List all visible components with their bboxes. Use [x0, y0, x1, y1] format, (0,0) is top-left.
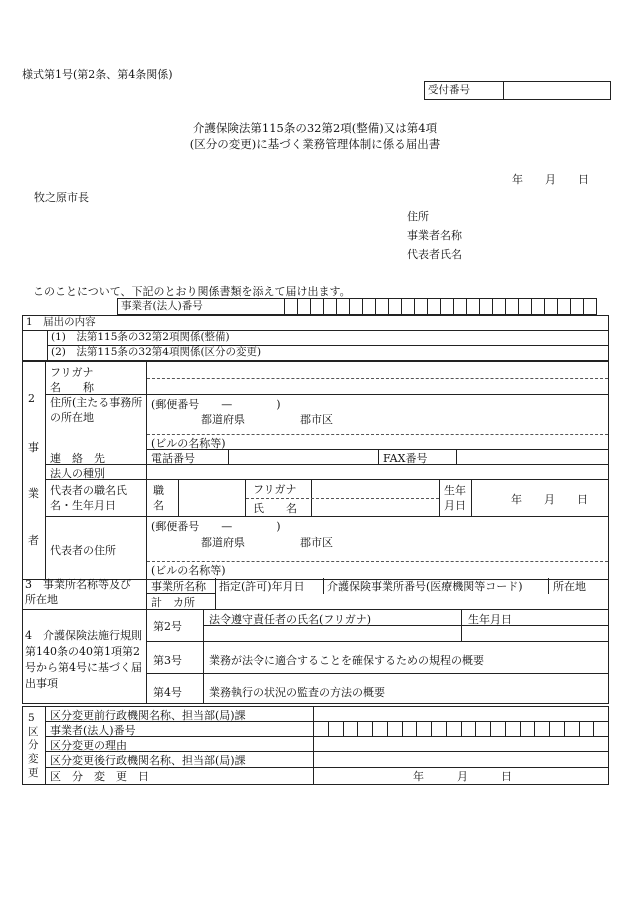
digit-cell[interactable]	[571, 299, 584, 315]
dash-line	[147, 378, 608, 379]
divider	[203, 610, 204, 703]
rep-postal-code: (郵便番号 — )	[151, 520, 281, 533]
pref-city: 都道府県 郡市区	[201, 413, 333, 426]
digit-cell[interactable]	[363, 299, 376, 315]
row-line	[45, 394, 608, 395]
section5-r4: 区分変更後行政機関名称、担当部(局)課	[50, 754, 246, 767]
contact-label: 連 絡 先	[50, 452, 105, 465]
digit-cell[interactable]	[285, 299, 298, 315]
fax-label: FAX番号	[383, 452, 428, 465]
form-code: 様式第1号(第2条、第4条関係)	[22, 68, 173, 81]
title-line2: (区分の変更)に基づく業務管理体制に係る届出書	[189, 137, 441, 151]
divider	[323, 578, 324, 594]
section4-no4: 第4号	[153, 686, 182, 699]
section2-number: 2	[28, 392, 35, 405]
section5-r3: 区分変更の理由	[50, 739, 127, 752]
digit-cell[interactable]	[558, 299, 571, 315]
digit-cell[interactable]	[519, 299, 532, 315]
row-line	[45, 736, 608, 737]
section1-item2[interactable]: (2) 法第115条の32第4項関係(区分の変更)	[48, 346, 609, 361]
row-line	[45, 479, 608, 480]
corp-type-label: 法人の種別	[50, 467, 105, 480]
section1-title: 1 届出の内容	[23, 316, 609, 331]
section4-frame	[22, 609, 609, 704]
divider	[228, 449, 229, 464]
digit-cell[interactable]	[389, 299, 402, 315]
name-label: 名 称	[50, 381, 94, 394]
receipt-number-field[interactable]	[504, 82, 611, 100]
row-line	[45, 751, 608, 752]
operator-number-label: 事業者(法人)番号	[118, 299, 285, 315]
rep-pref-city: 都道府県 郡市区	[201, 536, 333, 549]
section3-col3: 介護保険事業所番号(医療機関等コード)	[327, 580, 523, 593]
digit-cell[interactable]	[376, 299, 389, 315]
section2-frame	[22, 361, 609, 580]
digit-cell[interactable]	[467, 299, 480, 315]
digit-cell[interactable]	[441, 299, 454, 315]
sender-representative-label: 代表者氏名	[407, 248, 462, 261]
digit-cell[interactable]	[493, 299, 506, 315]
rep-title-label: 代表者の職名氏名・生年月日	[50, 484, 127, 512]
address-label: 住所(主たる事務所の所在地	[50, 396, 143, 424]
divider	[313, 707, 314, 784]
sender-business-name-label: 事業者名称	[407, 229, 462, 242]
divider	[548, 578, 549, 594]
rep-name-label: 氏 名	[253, 502, 297, 515]
digit-cell[interactable]	[337, 299, 350, 315]
postal-code: (郵便番号 — )	[151, 398, 281, 411]
section4-no2-desc: 法令遵守責任者の氏名(フリガナ)	[209, 613, 372, 626]
section5-r5: 区 分 変 更 日	[50, 770, 149, 783]
operator-number-row	[117, 298, 597, 315]
section3-col2: 指定(許可)年月日	[219, 580, 305, 593]
digit-cell[interactable]	[545, 299, 558, 315]
divider	[215, 578, 216, 609]
intro-text: このことについて、下記のとおり関係書類を添えて届け出ます。	[33, 285, 351, 298]
section5-r2: 事業者(法人)番号	[50, 724, 136, 737]
dash-line	[246, 498, 439, 499]
row-line	[204, 625, 608, 626]
rep-furigana-label: フリガナ	[253, 483, 297, 496]
rep-address-label: 代表者の住所	[50, 544, 116, 557]
row-line	[45, 516, 608, 517]
section4-no4-desc: 業務執行の状況の監査の方法の概要	[209, 686, 385, 699]
digit-cell[interactable]	[324, 299, 337, 315]
digit-cell[interactable]	[402, 299, 415, 315]
addressee: 牧之原市長	[34, 191, 89, 204]
section2-char-1: 事	[28, 441, 39, 454]
section5-number-grid[interactable]	[314, 721, 608, 736]
divider	[471, 479, 472, 516]
digit-cell[interactable]	[532, 299, 545, 315]
section4-title: 4 介護保険法施行規則第140条の40第1項第2号から第4号に基づく届出事項	[25, 629, 142, 690]
section5-r1: 区分変更前行政機関名称、担当部(局)課	[50, 709, 246, 722]
divider	[378, 449, 379, 464]
section3-col1: 事業所名称	[151, 580, 206, 593]
receipt-label: 受付番号	[425, 82, 504, 100]
row-line	[147, 641, 608, 642]
digit-cell[interactable]	[350, 299, 363, 315]
birth-date: 年 月 日	[511, 493, 588, 506]
phone-label: 電話番号	[151, 452, 195, 465]
digit-cell[interactable]	[415, 299, 428, 315]
section2-char-3: 者	[28, 534, 39, 547]
digit-cell[interactable]	[298, 299, 311, 315]
position-label: 職名	[153, 484, 164, 512]
section5-r5-date: 年 月 日	[413, 770, 512, 783]
divider	[439, 479, 440, 516]
divider	[456, 449, 457, 464]
rep-building-name: (ビルの名称等)	[151, 564, 226, 577]
row-line	[45, 464, 608, 465]
section3-frame	[22, 578, 609, 610]
section2-char-2: 業	[28, 487, 39, 500]
section5-frame	[22, 706, 609, 785]
section1-item1[interactable]: (1) 法第115条の32第2項関係(整備)	[48, 331, 609, 346]
building-name: (ビルの名称等)	[151, 437, 226, 450]
indent-cell	[23, 331, 48, 361]
section3-col4: 所在地	[553, 580, 586, 593]
section1-table	[22, 315, 609, 361]
section5-side	[23, 707, 46, 784]
furigana-label: フリガナ	[50, 366, 94, 379]
receipt-number-box	[424, 81, 611, 100]
row-line	[45, 767, 608, 768]
divider	[146, 610, 147, 703]
row-line	[147, 673, 608, 674]
section3-title: 3 事業所名称等及び所在地	[25, 578, 131, 606]
digit-cell[interactable]	[480, 299, 493, 315]
birth-label: 生年月日	[444, 484, 466, 512]
section4-no2-birth: 生年月日	[468, 613, 512, 626]
section2-side	[23, 362, 46, 579]
divider	[178, 479, 179, 516]
title-line1: 介護保険法第115条の32第2項(整備)又は第4項	[192, 121, 438, 135]
digit-cell[interactable]	[428, 299, 441, 315]
digit-cell[interactable]	[506, 299, 519, 315]
section4-no2: 第2号	[153, 620, 182, 633]
sender-address-label: 住所	[407, 210, 429, 223]
digit-cell[interactable]	[311, 299, 324, 315]
section4-no3-desc: 業務が法令に適合することを確保するための規程の概要	[209, 654, 484, 667]
digit-cell[interactable]	[454, 299, 467, 315]
section5-side-label: 5 区 分 変 更	[28, 712, 39, 779]
section4-no3: 第3号	[153, 654, 182, 667]
digit-cell[interactable]	[584, 299, 597, 315]
section3-total: 計 カ所	[151, 596, 195, 609]
date-line: 年 月 日	[512, 173, 589, 186]
